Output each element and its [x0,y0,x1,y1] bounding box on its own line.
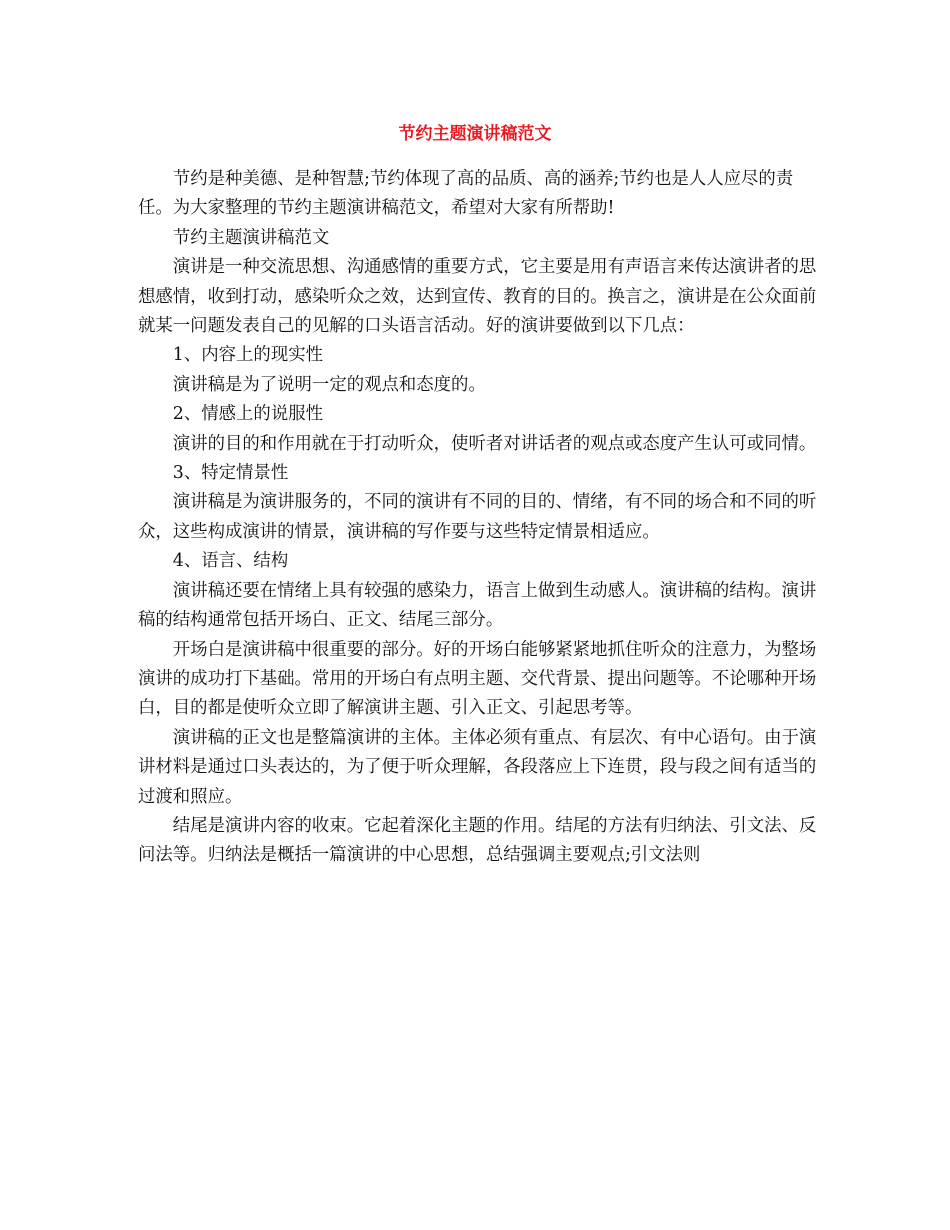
paragraph-point-1-heading: 1、内容上的现实性 [172,345,323,366]
paragraph-point-2-heading: 2、情感上的说服性 [172,404,323,425]
paragraph-subtitle: 节约主题演讲稿范文 [172,227,330,248]
paragraph-point-3-heading: 3、特定情景性 [172,463,289,484]
document-body [138,165,818,871]
document-title: 节约主题演讲稿范文 [398,124,552,144]
paragraph-point-4-body: 演讲稿还要在情绪上具有较强的感染力，语言上做到生动感人。演讲稿的结构。演讲稿的结构通常包括开场白、正文、结尾三部分。 [138,580,817,631]
paragraph-point-4-heading: 4、语言、结构 [172,551,289,572]
paragraph-main-body: 演讲稿的正文也是整篇演讲的主体。主体必须有重点、有层次、有中心语句。由于演讲材料是通过口头表达的，为了便于听众理解，各段落应上下连贯，段与段之间有适当的过渡和照应。 [138,727,817,807]
paragraph-point-1-body: 演讲稿是为了说明一定的观点和态度的。 [172,374,486,395]
paragraph-definition: 演讲是一种交流思想、沟通感情的重要方式，它主要是用有声语言来传达演讲者的思想感情，收到打动，感染听众之效，达到宣传、教育的目的。换言之，演讲是在公众面前就某一问题发表自己的见解的口头语言活动。好的演讲要做到以下几点： [138,257,817,337]
paragraph-ending: 结尾是演讲内容的收束。它起着深化主题的作用。结尾的方法有归纳法、引文法、反问法等。归纳法是概括一篇演讲的中心思想，总结强调主要观点;引文法则 [138,815,817,866]
paragraph-intro: 节约是种美德、是种智慧;节约体现了高的品质、高的涵养;节约也是人人应尽的责任。为大家整理的节约主题演讲稿范文，希望对大家有所帮助! [138,169,794,219]
paragraph-opening: 开场白是演讲稿中很重要的部分。好的开场白能够紧紧地抓住听众的注意力，为整场演讲的成功打下基础。常用的开场白有点明主题、交代背景、提出问题等。不论哪种开场白，目的都是使听众立即了解演讲主题、引入正文、引起思考等。 [138,639,817,719]
paragraph-point-2-body: 演讲的目的和作用就在于打动听众，使听者对讲话者的观点或态度产生认可或同情。 [172,433,817,454]
paragraph-point-3-body: 演讲稿是为演讲服务的，不同的演讲有不同的目的、情绪，有不同的场合和不同的听众，这些构成演讲的情景，演讲稿的写作要与这些特定情景相适应。 [138,492,817,542]
